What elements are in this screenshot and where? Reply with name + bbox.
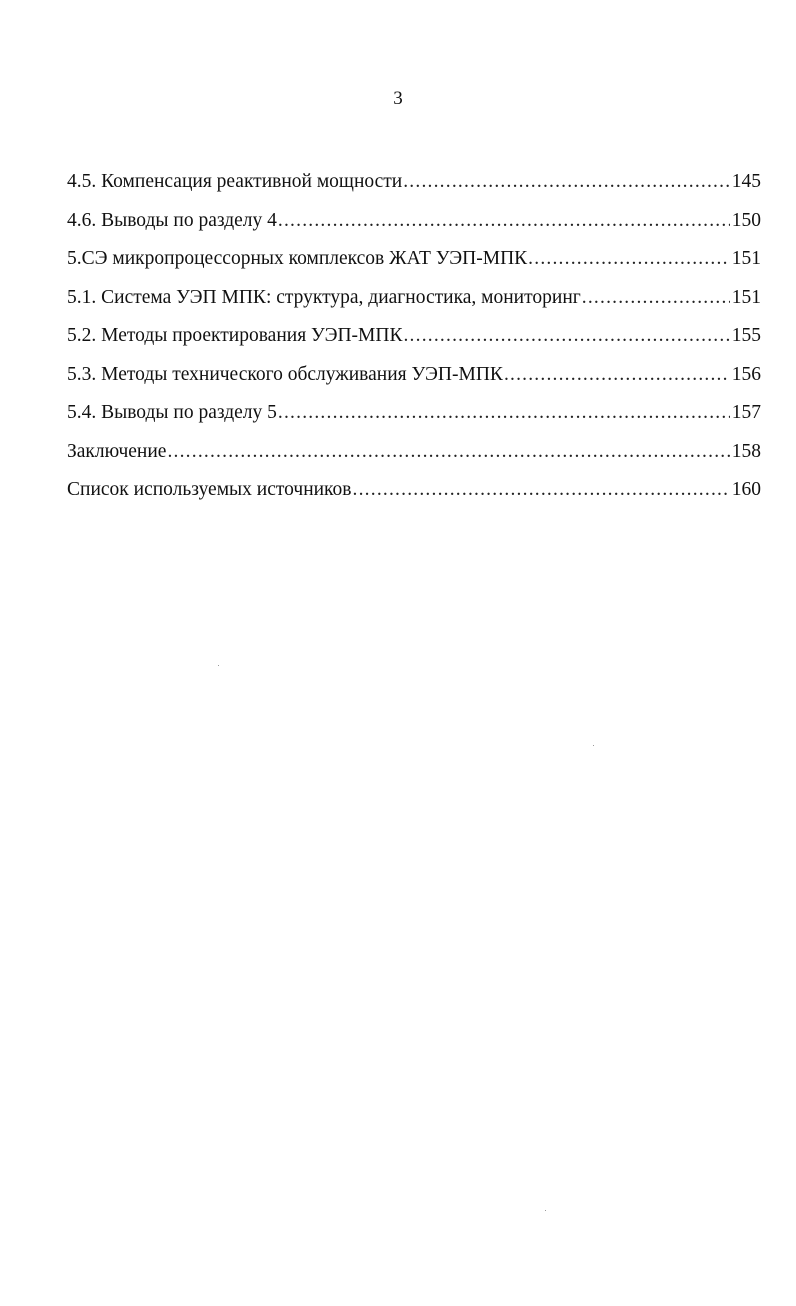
- toc-entry-title: 4.6. Выводы по разделу 4: [67, 209, 277, 231]
- toc-entry-title: 5.3. Методы технического обслуживания УЭП-МПК: [67, 363, 503, 385]
- toc-entry-page: 155: [731, 325, 761, 346]
- toc-entry-title: 5.2. Методы проектирования УЭП-МПК: [67, 325, 403, 346]
- toc-entry: [67, 243, 761, 282]
- toc-entry-title: 4.5. Компенсация реактивной мощности: [67, 171, 403, 192]
- toc-dot-leader: [403, 166, 730, 198]
- toc-entry: [67, 166, 761, 205]
- toc-entry-page: 151: [731, 248, 761, 269]
- toc-dot-leader: [403, 320, 729, 352]
- toc-dot-leader: [353, 474, 730, 506]
- toc-dot-leader: [278, 397, 730, 429]
- toc-entry-page: 151: [731, 286, 761, 308]
- toc-dot-leader: [167, 436, 729, 468]
- toc-entry-page: 156: [731, 363, 761, 385]
- scan-speck: [593, 745, 594, 746]
- toc-dot-leader: [278, 205, 730, 237]
- toc-entry-title: Заключение: [67, 440, 167, 462]
- toc-entry: [67, 474, 761, 513]
- scan-speck: [545, 1210, 546, 1211]
- toc-entry: [67, 320, 761, 359]
- toc-entry-title: Список используемых источников: [67, 479, 352, 500]
- toc-entry-page: 160: [731, 479, 761, 500]
- toc-entry: [67, 282, 761, 321]
- table-of-contents: [67, 166, 761, 513]
- toc-entry: [67, 436, 761, 475]
- page-number: 3: [393, 88, 403, 109]
- toc-entry: [67, 397, 761, 436]
- scan-speck: [218, 665, 219, 666]
- toc-entry-page: 145: [731, 171, 761, 192]
- toc-entry-page: 150: [731, 209, 761, 231]
- toc-entry-title: 5.1. Система УЭП МПК: структура, диагностика, мониторинг: [67, 286, 581, 308]
- toc-entry-title: 5.4. Выводы по разделу 5: [67, 402, 277, 423]
- toc-entry-title: 5.СЭ микропроцессорных комплексов ЖАТ УЭП-МПК: [67, 248, 528, 269]
- toc-dot-leader: [504, 359, 730, 391]
- toc-entry-page: 157: [731, 402, 761, 423]
- toc-entry: [67, 359, 761, 398]
- toc-entry-page: 158: [731, 440, 761, 462]
- toc-entry: [67, 205, 761, 244]
- toc-dot-leader: [582, 282, 730, 314]
- toc-dot-leader: [528, 243, 730, 275]
